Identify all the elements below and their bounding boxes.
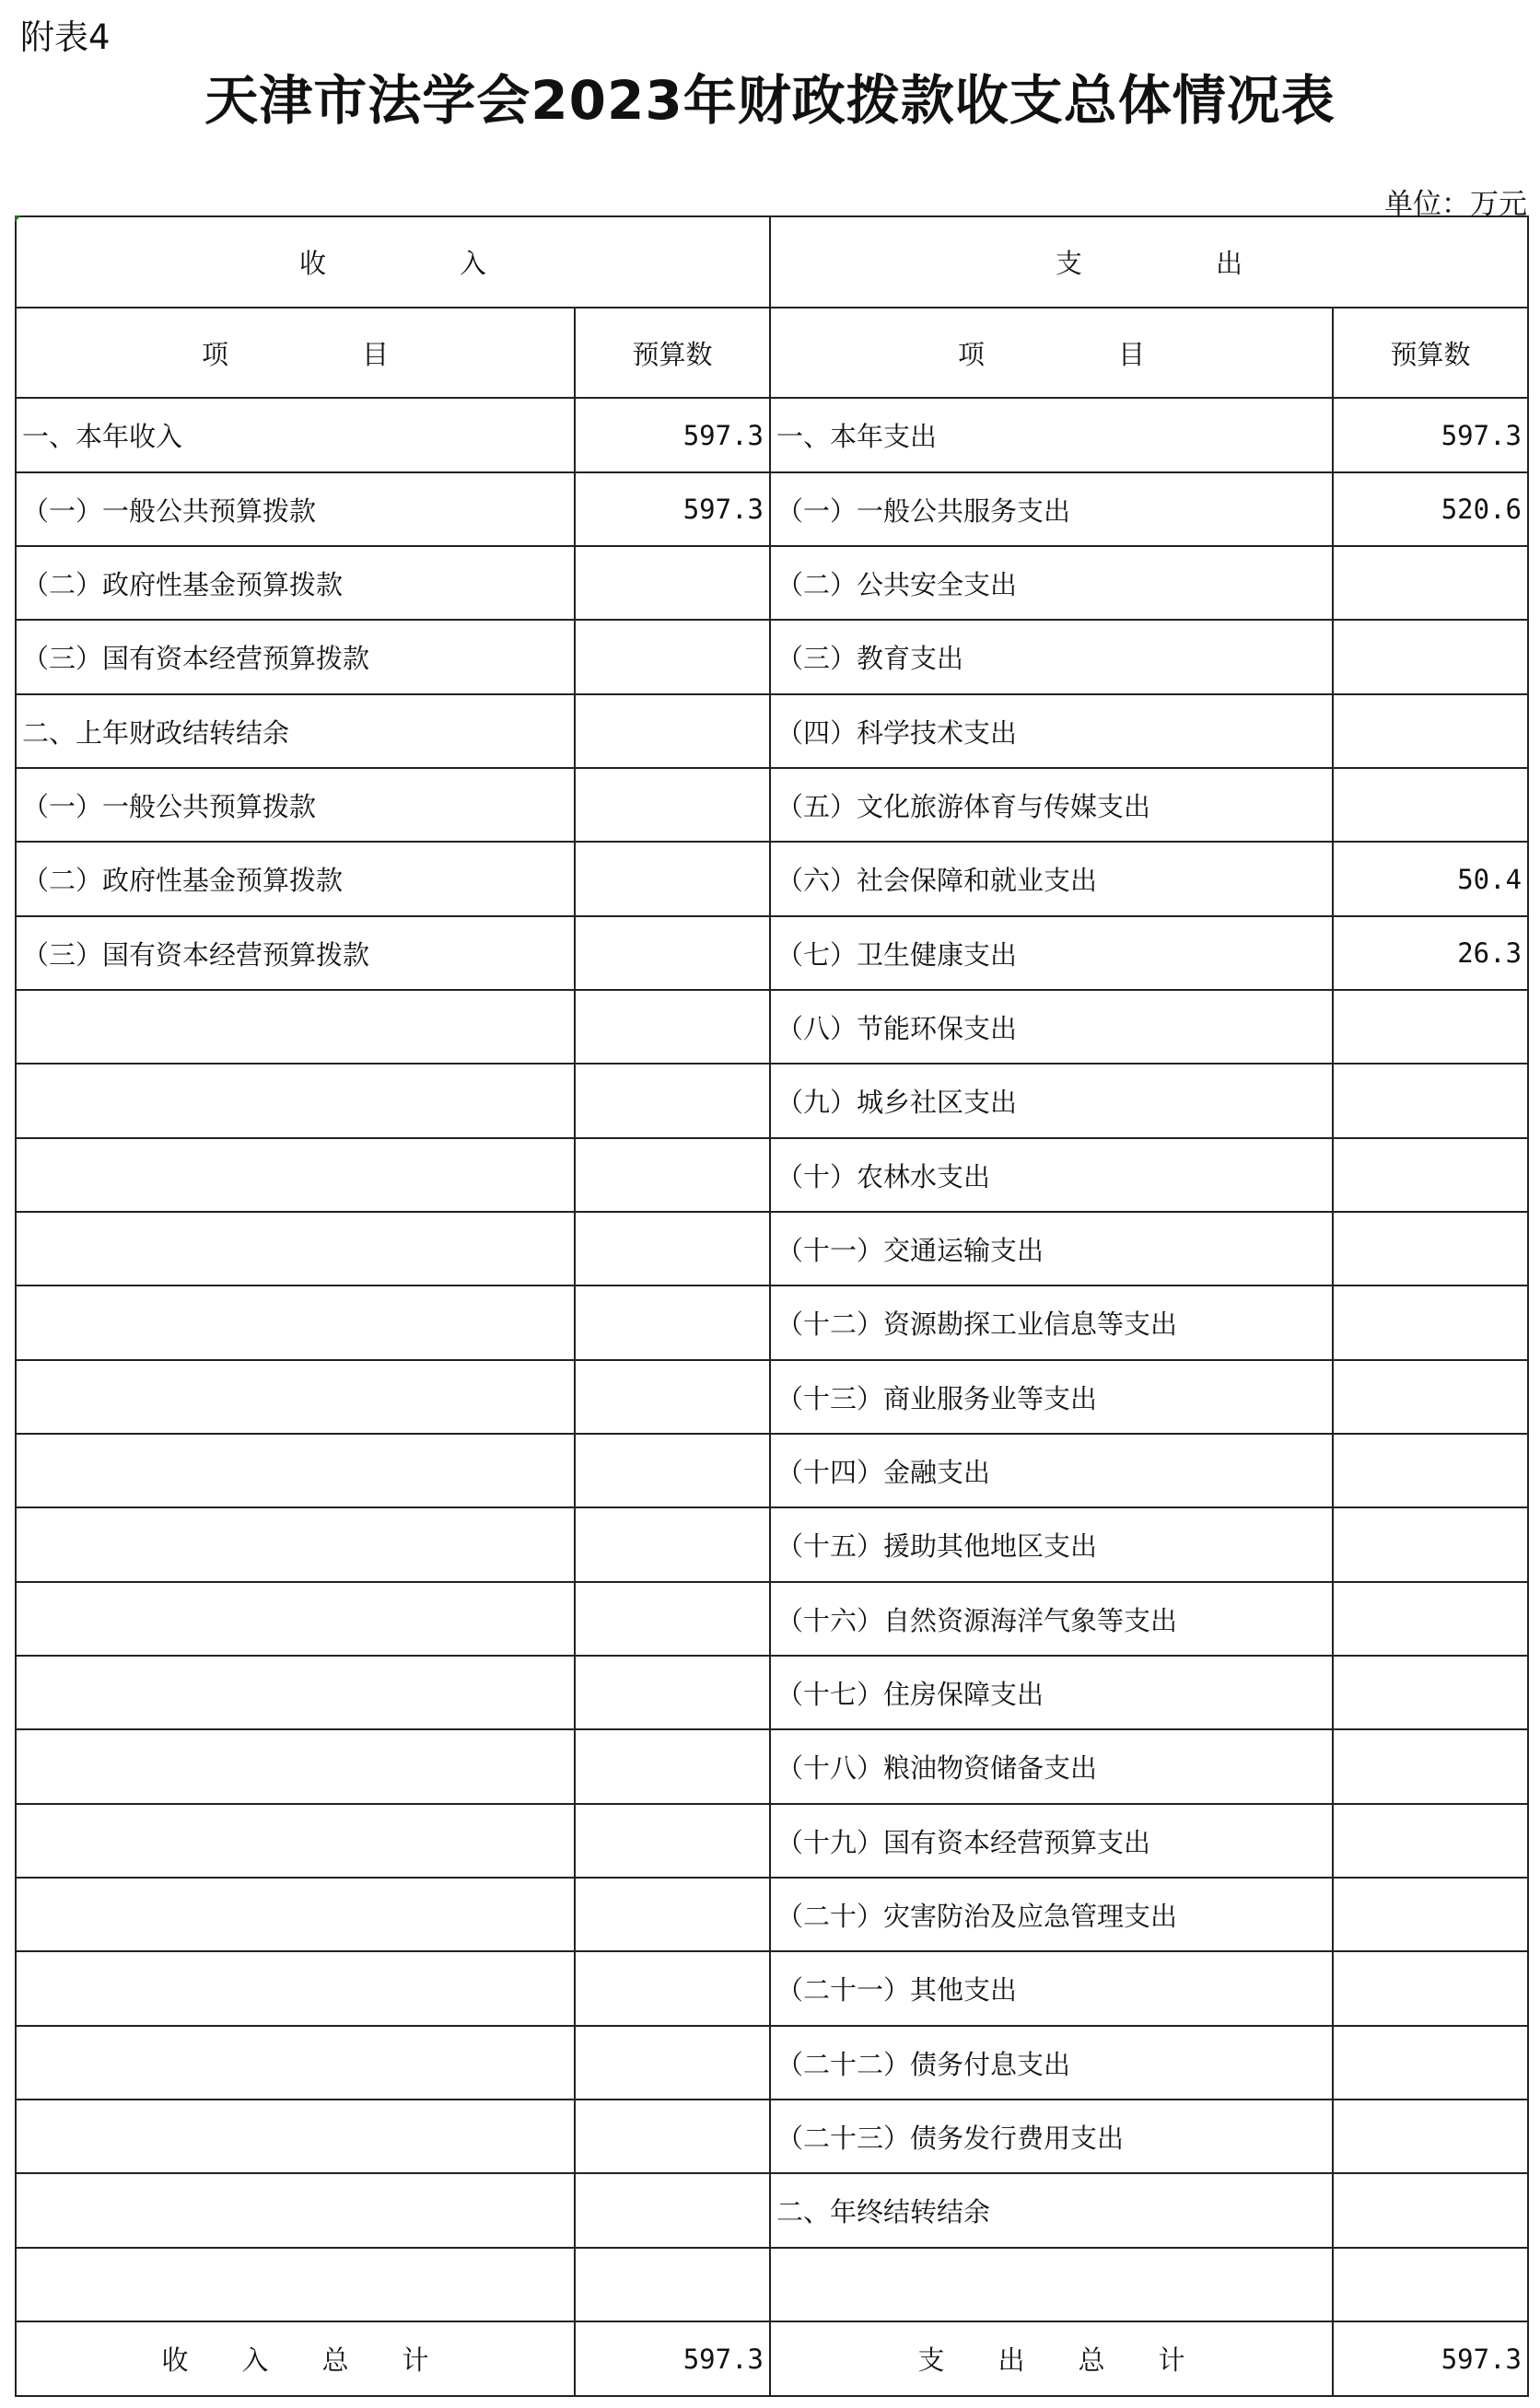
expense-item-cell: （二）公共安全支出: [770, 546, 1333, 620]
table-row: [16, 1434, 1528, 1507]
expense-item-cell: （十八）粮油物资储备支出: [770, 1729, 1333, 1804]
income-value-cell: [575, 1951, 770, 2026]
income-value-cell: [575, 694, 770, 768]
table-row: [16, 1656, 1528, 1729]
income-total-value: 597.3: [575, 2321, 770, 2396]
income-value-cell: [575, 620, 770, 694]
table-row: [16, 1285, 1528, 1360]
expense-item-cell: （六）社会保障和就业支出: [770, 842, 1333, 916]
income-item-cell: [16, 1878, 575, 1951]
expense-value-cell: [1333, 990, 1528, 1064]
table-row: [16, 1951, 1528, 2026]
income-item-cell: [16, 2026, 575, 2100]
attachment-label: 附表4: [20, 17, 111, 57]
income-item-cell: [16, 1507, 575, 1582]
expense-value-cell: [1333, 1656, 1528, 1729]
expense-value-cell: [1333, 620, 1528, 694]
expense-value-cell: [1333, 1729, 1528, 1804]
expense-value-cell: [1333, 2026, 1528, 2100]
table-row: [16, 916, 1528, 990]
table-row: [16, 546, 1528, 620]
income-item-cell: [16, 1582, 575, 1656]
income-item-cell: [16, 1285, 575, 1360]
expense-value-cell: [1333, 1507, 1528, 1582]
income-item-cell: [16, 990, 575, 1064]
income-item-cell: [16, 2248, 575, 2321]
expense-item-cell: （十七）住房保障支出: [770, 1656, 1333, 1729]
income-value-cell: [575, 1507, 770, 1582]
income-header: 收 入: [16, 216, 770, 308]
expense-item-cell: （十一）交通运输支出: [770, 1212, 1333, 1285]
expense-value-cell: 597.3: [1333, 398, 1528, 472]
income-value-cell: 597.3: [575, 398, 770, 472]
budget-table: [15, 215, 1529, 2397]
expense-budget-header: 预算数: [1333, 308, 1528, 398]
table-row: [16, 1507, 1528, 1582]
expense-item-cell: （九）城乡社区支出: [770, 1064, 1333, 1138]
income-item-cell: [16, 1360, 575, 1434]
income-item-cell: [16, 1138, 575, 1212]
income-item-cell: （二）政府性基金预算拨款: [16, 546, 575, 620]
expense-value-cell: [1333, 1434, 1528, 1507]
table-row: [16, 620, 1528, 694]
expense-value-cell: [1333, 768, 1528, 842]
income-value-cell: [575, 1582, 770, 1656]
expense-item-cell: （一）一般公共服务支出: [770, 472, 1333, 546]
income-item-cell: （三）国有资本经营预算拨款: [16, 620, 575, 694]
expense-item-cell: （十）农林水支出: [770, 1138, 1333, 1212]
expense-item-cell: （八）节能环保支出: [770, 990, 1333, 1064]
income-item-cell: [16, 1729, 575, 1804]
table-row: [16, 1582, 1528, 1656]
income-value-cell: [575, 546, 770, 620]
expense-value-cell: 520.6: [1333, 472, 1528, 546]
income-value-cell: [575, 768, 770, 842]
income-value-cell: [575, 1212, 770, 1285]
income-value-cell: [575, 1138, 770, 1212]
expense-value-cell: [1333, 1804, 1528, 1878]
income-item-header: 项 目: [16, 308, 575, 398]
expense-item-cell: （十九）国有资本经营预算支出: [770, 1804, 1333, 1878]
expense-item-cell: （三）教育支出: [770, 620, 1333, 694]
expense-item-cell: （十四）金融支出: [770, 1434, 1333, 1507]
table-row: [16, 842, 1528, 916]
income-value-cell: [575, 2173, 770, 2248]
income-item-cell: [16, 1656, 575, 1729]
table-row: [16, 2173, 1528, 2248]
income-item-cell: （二）政府性基金预算拨款: [16, 842, 575, 916]
expense-value-cell: [1333, 1212, 1528, 1285]
table-row: [16, 472, 1528, 546]
expense-item-cell: （七）卫生健康支出: [770, 916, 1333, 990]
expense-item-cell: （十五）援助其他地区支出: [770, 1507, 1333, 1582]
income-value-cell: [575, 2026, 770, 2100]
expense-item-cell: （四）科学技术支出: [770, 694, 1333, 768]
table-row: [16, 1064, 1528, 1138]
expense-value-cell: [1333, 2100, 1528, 2173]
table-row: [16, 1138, 1528, 1212]
page-title: 天津市法学会2023年财政拨款收支总体情况表: [204, 69, 1336, 132]
expense-item-cell: [770, 2248, 1333, 2321]
expense-value-cell: [1333, 1138, 1528, 1212]
income-value-cell: [575, 916, 770, 990]
table-row: [16, 1212, 1528, 1285]
expense-value-cell: 50.4: [1333, 842, 1528, 916]
income-value-cell: [575, 1434, 770, 1507]
column-header-row: [16, 308, 1528, 398]
income-budget-header: 预算数: [575, 308, 770, 398]
income-item-cell: [16, 1434, 575, 1507]
income-value-cell: [575, 1656, 770, 1729]
expense-item-cell: （五）文化旅游体育与传媒支出: [770, 768, 1333, 842]
expense-item-cell: （十二）资源勘探工业信息等支出: [770, 1285, 1333, 1360]
income-item-cell: [16, 1804, 575, 1878]
expense-item-cell: （二十三）债务发行费用支出: [770, 2100, 1333, 2173]
income-total-label: 收 入 总 计: [16, 2321, 575, 2396]
table-row: [16, 694, 1528, 768]
income-value-cell: [575, 2248, 770, 2321]
expense-item-cell: 二、年终结转结余: [770, 2173, 1333, 2248]
income-item-cell: 二、上年财政结转结余: [16, 694, 575, 768]
expense-value-cell: [1333, 1064, 1528, 1138]
table-row: [16, 1804, 1528, 1878]
income-item-cell: [16, 1064, 575, 1138]
table-row: [16, 768, 1528, 842]
expense-value-cell: [1333, 1951, 1528, 2026]
table-row: [16, 1878, 1528, 1951]
expense-value-cell: [1333, 2173, 1528, 2248]
expense-item-cell: （十三）商业服务业等支出: [770, 1360, 1333, 1434]
table-row: [16, 2248, 1528, 2321]
expense-item-cell: （二十）灾害防治及应急管理支出: [770, 1878, 1333, 1951]
table-row: [16, 2100, 1528, 2173]
expense-value-cell: [1333, 1360, 1528, 1434]
expense-total-label: 支 出 总 计: [770, 2321, 1333, 2396]
expense-value-cell: [1333, 1285, 1528, 1360]
expense-value-cell: [1333, 1878, 1528, 1951]
table-row: [16, 398, 1528, 472]
income-item-cell: （三）国有资本经营预算拨款: [16, 916, 575, 990]
income-value-cell: [575, 1064, 770, 1138]
expense-value-cell: 26.3: [1333, 916, 1528, 990]
expense-value-cell: [1333, 694, 1528, 768]
income-value-cell: [575, 1804, 770, 1878]
income-item-cell: [16, 1951, 575, 2026]
expense-value-cell: [1333, 2248, 1528, 2321]
expense-item-cell: （十六）自然资源海洋气象等支出: [770, 1582, 1333, 1656]
income-item-cell: 一、本年收入: [16, 398, 575, 472]
table-row: [16, 990, 1528, 1064]
income-item-cell: [16, 2173, 575, 2248]
income-value-cell: [575, 1360, 770, 1434]
expense-total-value: 597.3: [1333, 2321, 1528, 2396]
income-item-cell: （一）一般公共预算拨款: [16, 472, 575, 546]
cell-marker: [15, 215, 21, 222]
income-value-cell: [575, 2100, 770, 2173]
section-header-row: [16, 216, 1528, 308]
income-item-cell: （一）一般公共预算拨款: [16, 768, 575, 842]
income-value-cell: [575, 1878, 770, 1951]
unit-label: 单位：万元: [1384, 188, 1527, 221]
table-row: [16, 2026, 1528, 2100]
income-value-cell: [575, 990, 770, 1064]
expense-item-cell: 一、本年支出: [770, 398, 1333, 472]
income-value-cell: [575, 842, 770, 916]
income-item-cell: [16, 1212, 575, 1285]
income-item-cell: [16, 2100, 575, 2173]
expense-item-header: 项 目: [770, 308, 1333, 398]
income-value-cell: 597.3: [575, 472, 770, 546]
expense-item-cell: （二十一）其他支出: [770, 1951, 1333, 2026]
income-value-cell: [575, 1729, 770, 1804]
expense-value-cell: [1333, 546, 1528, 620]
table-row: [16, 1360, 1528, 1434]
expense-item-cell: （二十二）债务付息支出: [770, 2026, 1333, 2100]
expense-header: 支 出: [770, 216, 1528, 308]
income-value-cell: [575, 1285, 770, 1360]
expense-value-cell: [1333, 1582, 1528, 1656]
total-row: [16, 2321, 1528, 2396]
table-row: [16, 1729, 1528, 1804]
